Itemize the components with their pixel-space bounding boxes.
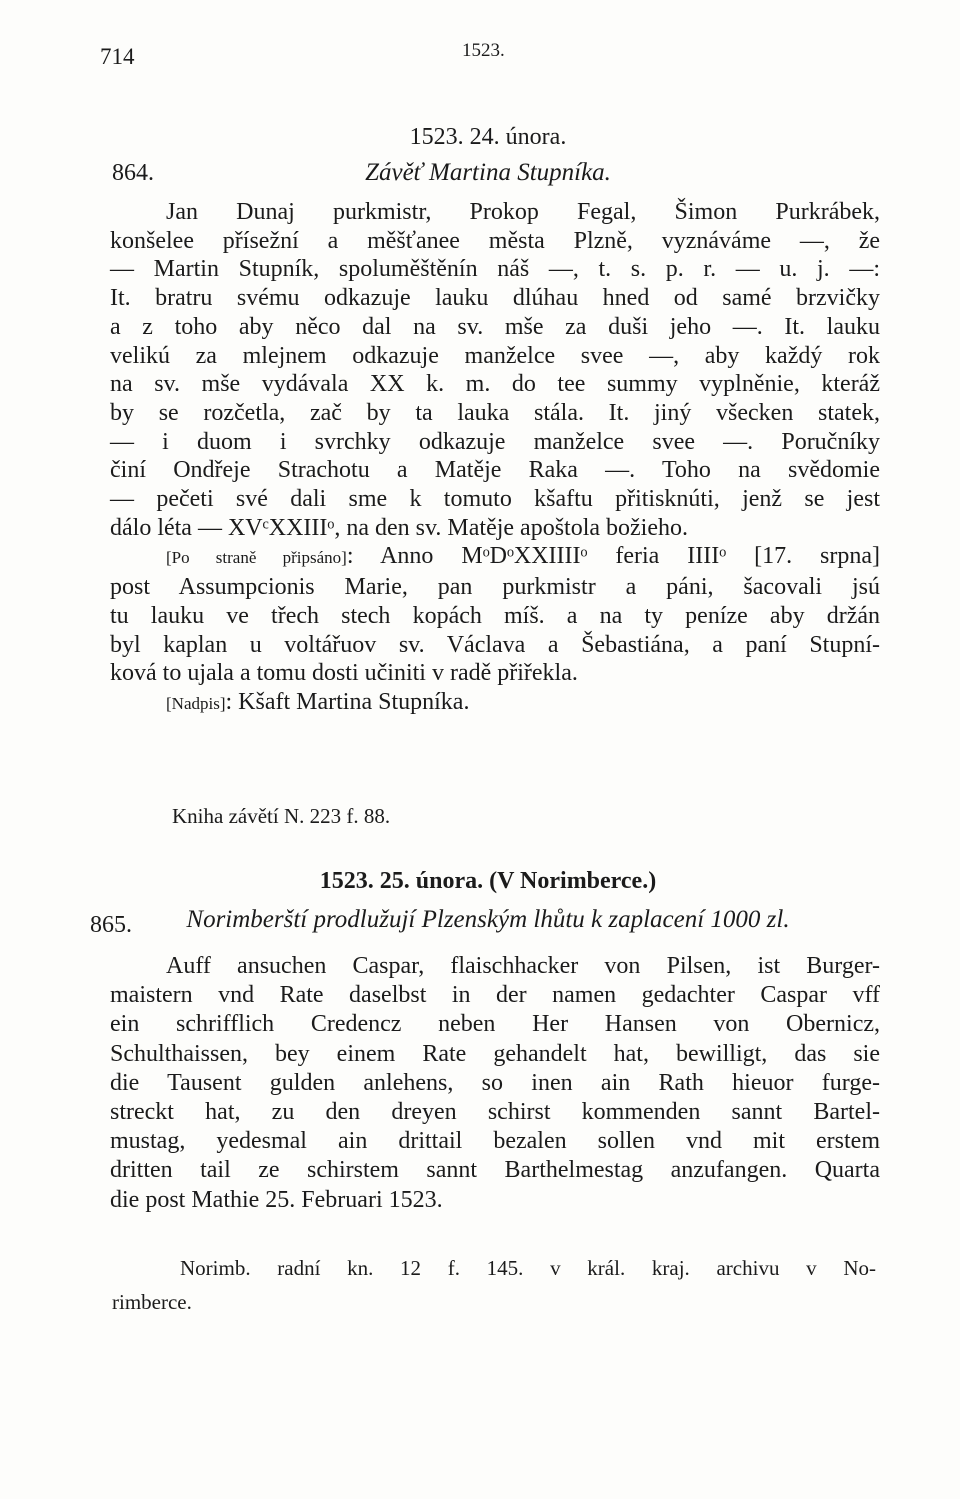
doc864-note-start: : Anno MᵒDᵒXXIIIIᵒ feria IIIIᵒ [17. srpna] xyxy=(346,543,881,570)
doc864-line: a z toho aby něco dal na sv. mše za duši jeho —. It. lauku xyxy=(110,313,880,340)
doc865-line: maistern vnd Rate daselbst in der namen gedachter Caspar vff xyxy=(110,982,880,1009)
doc864-source-label: Kniha závětí xyxy=(172,804,279,828)
doc865-line: dritten tail ze schirstem sannt Barthelmestag anzufangen. Quarta xyxy=(110,1157,880,1184)
doc864-note-line: tu lauku ve třech stech kopách míš. a na ty peníze aby držán xyxy=(110,602,880,629)
doc864-line: na sv. mše vydávala XX k. m. do tee summy vyplněnie, kteráž xyxy=(110,371,880,398)
doc864-line: by se rozčetla, zač by ta lauka stála. It. jiný všecken statek, xyxy=(110,399,880,426)
doc865-number: 865. xyxy=(90,912,132,938)
doc864-title: Závěť Martina Stupníka. xyxy=(365,159,611,186)
doc864-note-line xyxy=(110,542,880,573)
doc864-line: Jan Dunaj purkmistr, Prokop Fegal, Šimon Purkrábek, xyxy=(166,199,880,225)
doc864-note-label: [Po straně připsáno] xyxy=(166,548,347,568)
doc864-note-line: post Assumpcionis Marie, pan purkmistr a páni, šacovali jsú xyxy=(110,574,880,601)
doc865-source-line-2: rimberce. xyxy=(112,1290,192,1314)
page-number: 714 xyxy=(100,44,135,69)
doc864-line: — Martin Stupník, spoluměštěnín náš —, t. s. p. r. — u. j. —: xyxy=(110,256,880,283)
doc864-line: dálo léta — XVᶜXXIIIᵒ, na den sv. Matěje apoštola božieho. xyxy=(110,514,688,541)
doc864-note-line: ková to ujala a tomu dosti učiniti v radě přiřekla. xyxy=(110,660,578,687)
doc864-line: činí Ondřeje Strachotu a Matěje Raka —. Toho na svědomie xyxy=(110,457,880,484)
doc864-line: It. bratru svému odkazuje lauku dlúhau hned od samé brzvičky xyxy=(110,285,880,312)
doc865-line: Auff ansuchen Caspar, flaischhacker von Pilsen, ist Burger- xyxy=(166,953,880,979)
doc864-body xyxy=(110,198,880,719)
doc864-number: 864. xyxy=(112,160,154,186)
doc865-line: Schulthaissen, bey einem Rate gehandelt hat, bewilligt, das sie xyxy=(110,1040,880,1067)
doc864-date: 1523. 24. února. xyxy=(409,124,567,150)
doc864-line: velikú za mlejnem odkazuje manželce svee —, aby každý rok xyxy=(110,342,880,369)
doc864-note-line: byl kaplan u voltářuov sv. Václava a Šebastiána, a paní Stupní- xyxy=(110,631,880,658)
doc864-source-ref: N. 223 f. 88. xyxy=(278,804,391,828)
doc864-line: konšelee přísežní a měšťanee města Plzně, vyznáváme —, že xyxy=(110,227,880,254)
doc865-date: 1523. 25. února. (V Norimberce.) xyxy=(319,868,657,894)
doc864-endorsement-label: [Nadpis] xyxy=(166,693,226,713)
doc865-line: die post Mathie 25. Februari 1523. xyxy=(110,1186,443,1213)
doc865-body xyxy=(110,952,880,1215)
doc865-line: ein schrifflich Credencz neben Her Hansen von Obernicz, xyxy=(110,1011,880,1038)
doc865-line: mustag, yedesmal ain drittail bezalen sollen vnd mit erstem xyxy=(110,1128,880,1155)
doc864-endorsement-text: : Kšaft Martina Stupníka. xyxy=(225,688,470,715)
doc865-line: streckt hat, zu den dreyen schirst kommenden sannt Bartel- xyxy=(110,1099,880,1126)
doc864-endorsement xyxy=(110,688,880,719)
doc865-source-line-1: Norimb. radní kn. 12 f. 145. v král. kraj. archivu v No- xyxy=(180,1256,876,1280)
doc864-line: — pečeti své dali sme k tomuto kšaftu přitisknúti, jenž se jest xyxy=(110,486,880,513)
doc864-source xyxy=(172,804,390,829)
doc865-line: die Tausent gulden anlehens, so inen ain Rath hieuor furge- xyxy=(110,1069,880,1096)
doc865-title: Norimberští prodlužují Plzenským lhůtu k zaplacení 1000 zl. xyxy=(186,906,790,933)
running-head: 1523. xyxy=(462,40,505,61)
doc864-line: — i duom i svrchky odkazuje manželce svee —. Poručníky xyxy=(110,428,880,455)
